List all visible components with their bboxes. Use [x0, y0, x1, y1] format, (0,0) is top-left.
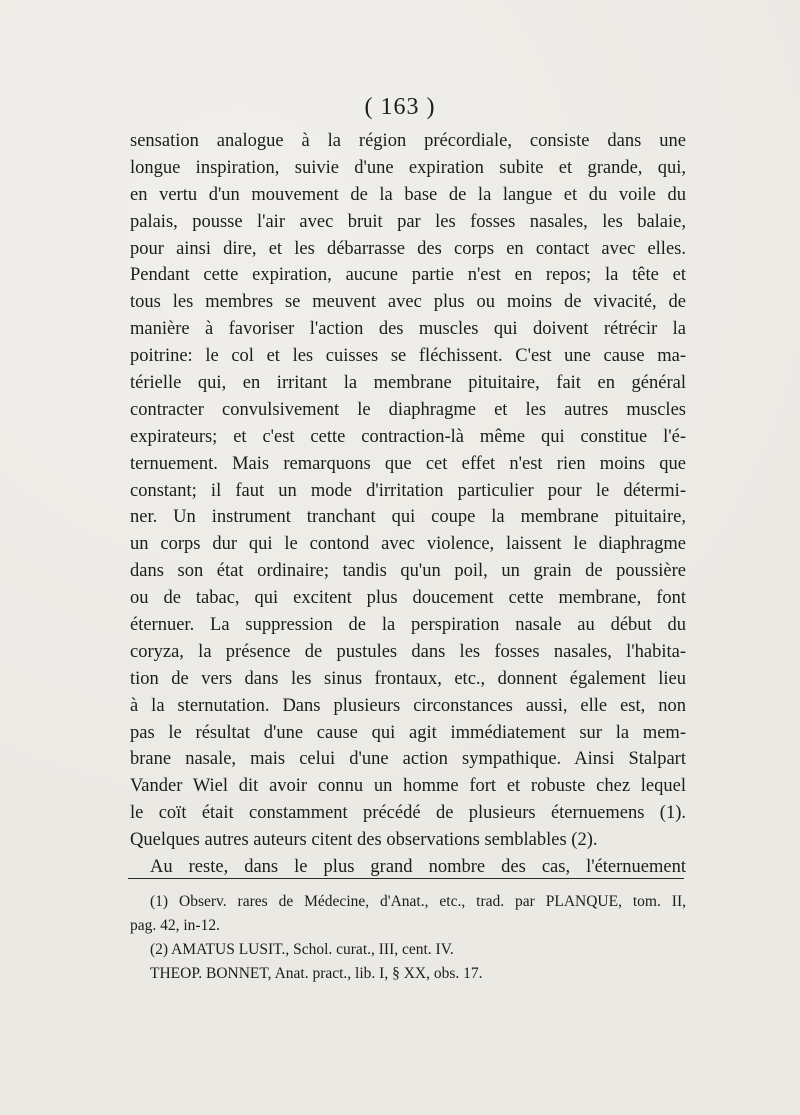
text-line: ou de tabac, qui excitent plus doucement cette membrane, font: [130, 588, 686, 609]
body-text: [130, 128, 686, 881]
text-line: en vertu d'un mouvement de la base de la langue et du voile du: [130, 184, 686, 205]
text-line: à la sternutation. Dans plusieurs circonstances aussi, elle est, non: [130, 695, 686, 716]
footnote-line: THEOP. BONNET, Anat. pract., lib. I, § XX, obs. 17.: [150, 965, 483, 982]
text-line: un corps dur qui le contond avec violence, laissent le diaphragme: [130, 534, 686, 555]
text-line: ternuement. Mais remarquons que cet effet n'est rien moins que: [130, 453, 686, 474]
footnote-divider: [128, 878, 684, 879]
text-line: sensation analogue à la région précordiale, consiste dans une: [130, 131, 686, 151]
text-line: tion de vers dans les sinus frontaux, etc., donnent également lieu: [130, 668, 686, 689]
text-line: dans son état ordinaire; tandis qu'un poil, un grain de poussière: [130, 561, 686, 582]
text-line: expirateurs; et c'est cette contraction-là même qui constitue l'é-: [130, 426, 686, 447]
text-line: ner. Un instrument tranchant qui coupe la membrane pituitaire,: [130, 507, 686, 528]
text-line: Pendant cette expiration, aucune partie n'est en repos; la tête et: [130, 265, 686, 286]
text-line: constant; il faut un mode d'irritation particulier pour le détermi-: [130, 480, 686, 501]
text-line: poitrine: le col et les cuisses se fléchissent. C'est une cause ma-: [130, 346, 686, 367]
text-line: palais, pousse l'air avec bruit par les fosses nasales, les balaie,: [130, 211, 686, 232]
page-number: ( 163 ): [364, 94, 436, 120]
text-line: Vander Wiel dit avoir connu un homme fort et robuste chez lequel: [130, 776, 686, 797]
text-line: Au reste, dans le plus grand nombre des cas, l'éternuement: [150, 857, 686, 878]
footnote-line: (1) Observ. rares de Médecine, d'Anat., etc., trad. par PLANQUE, tom. II,: [150, 893, 686, 910]
footnotes: [130, 890, 686, 986]
text-line: contracter convulsivement le diaphragme et les autres muscles: [130, 399, 686, 420]
text-line: le coït était constamment précédé de plusieurs éternuemens (1).: [130, 803, 686, 824]
text-line: coryza, la présence de pustules dans les fosses nasales, l'habita-: [130, 641, 686, 662]
text-line: éternuer. La suppression de la perspiration nasale au début du: [130, 615, 686, 636]
text-line: pas le résultat d'une cause qui agit immédiatement sur la mem-: [130, 722, 686, 743]
text-line: manière à favoriser l'action des muscles qui doivent rétrécir la: [130, 319, 686, 340]
footnote-line: pag. 42, in-12.: [130, 917, 220, 934]
text-line: térielle qui, en irritant la membrane pituitaire, fait en général: [130, 373, 686, 394]
text-line: pour ainsi dire, et les débarrasse des corps en contact avec elles.: [130, 238, 686, 259]
text-line: tous les membres se meuvent avec plus ou moins de vivacité, de: [130, 292, 686, 313]
text-line: brane nasale, mais celui d'une action sympathique. Ainsi Stalpart: [130, 749, 686, 770]
text-line: longue inspiration, suivie d'une expiration subite et grande, qui,: [130, 157, 686, 178]
text-line: Quelques autres auteurs citent des observations semblables (2).: [130, 830, 598, 851]
footnote-line: (2) AMATUS LUSIT., Schol. curat., III, cent. IV.: [150, 941, 454, 958]
